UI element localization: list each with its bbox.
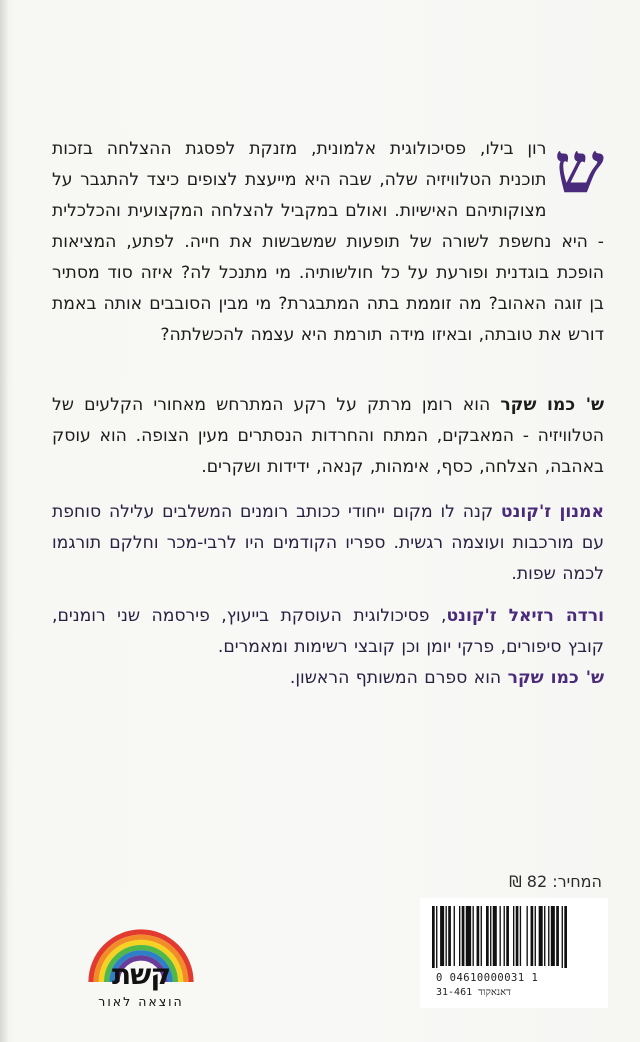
- drop-cap-letter: ש: [554, 126, 604, 209]
- barcode-catalog-code: דאנאקוד 31-461: [436, 987, 511, 998]
- publisher-subtitle: הוצאה לאור: [98, 994, 184, 1009]
- publisher-name: קשת: [112, 958, 170, 991]
- barcode: [420, 898, 608, 1008]
- barcode-bars-icon: [432, 906, 596, 968]
- author-name-varda: ורדה רזיאל ז'קונט: [446, 606, 604, 626]
- book-title-inline: ש' כמו שקר: [500, 395, 605, 415]
- author-amnon-paragraph: [52, 497, 604, 590]
- author-amnon-bio: קנה לו מקום ייחודי ככותב רומנים המשלבים עלילה סוחפת עם מורכבות ועוצמה רגשית. ספריו הקודמים היו לרבי-מכר וחלקם תורגמו לכמה שפות.: [52, 502, 604, 584]
- spine-shadow: [0, 0, 8, 1042]
- joint-book-text: הוא ספרם המשותף הראשון.: [289, 668, 508, 688]
- shekel-icon: ₪: [509, 872, 522, 891]
- price-label: [478, 872, 602, 891]
- book-title-inline-2: ש' כמו שקר: [507, 668, 604, 688]
- synopsis-text: רון בילו, פסיכולוגית אלמונית, מזנקת לפסגת ההצלחה בזכות תוכנית הטלוויזיה שלה, שבה היא מייעצת לצופים כיצד להתגבר על מצוקותיהם האישיות. ואולם במקביל להצלחה המקצועית והכלכלית - היא נחשפת לשורה של תופעות שמשבשות את חייה. לפתע, המציאות הופכת בוגדנית ופורעת על כל חולשותיה. מי מתנכל לה? איזה סוד מסתיר בן זוגה האהוב? מה זוממת בתה המתבגרת? מי מבין הסובבים אותה באמת דורש את טובתה, ובאיזו מידה תורמת היא עצמה להכשלתה?: [52, 139, 604, 345]
- price-value: 82: [526, 872, 548, 891]
- synopsis-paragraph: [52, 126, 604, 351]
- author-varda-bio: , פסיכולוגית העוסקת בייעוץ, פירסמה שני רומנים, קובץ סיפורים, פרקי יומן וכן קובצי רשימות ומאמרים.: [52, 606, 604, 657]
- about-book-text: הוא רומן מרתק על רקע המתרחש מאחורי הקלעים של הטלוויזיה - המאבקים, המתח והחרדות הנסתרים מעין הצופה. הוא עוסק באהבה, הצלחה, כסף, אימהות, קנאה, ידידות ושקרים.: [52, 395, 604, 477]
- author-varda-paragraph: [52, 601, 604, 694]
- author-name-amnon: אמנון ז'קונט: [500, 502, 604, 522]
- about-book-paragraph: [52, 390, 604, 483]
- barcode-number: 0 04610000031 1: [436, 972, 539, 984]
- price-label-text: המחיר:: [552, 872, 602, 891]
- publisher-logo: [88, 924, 194, 1014]
